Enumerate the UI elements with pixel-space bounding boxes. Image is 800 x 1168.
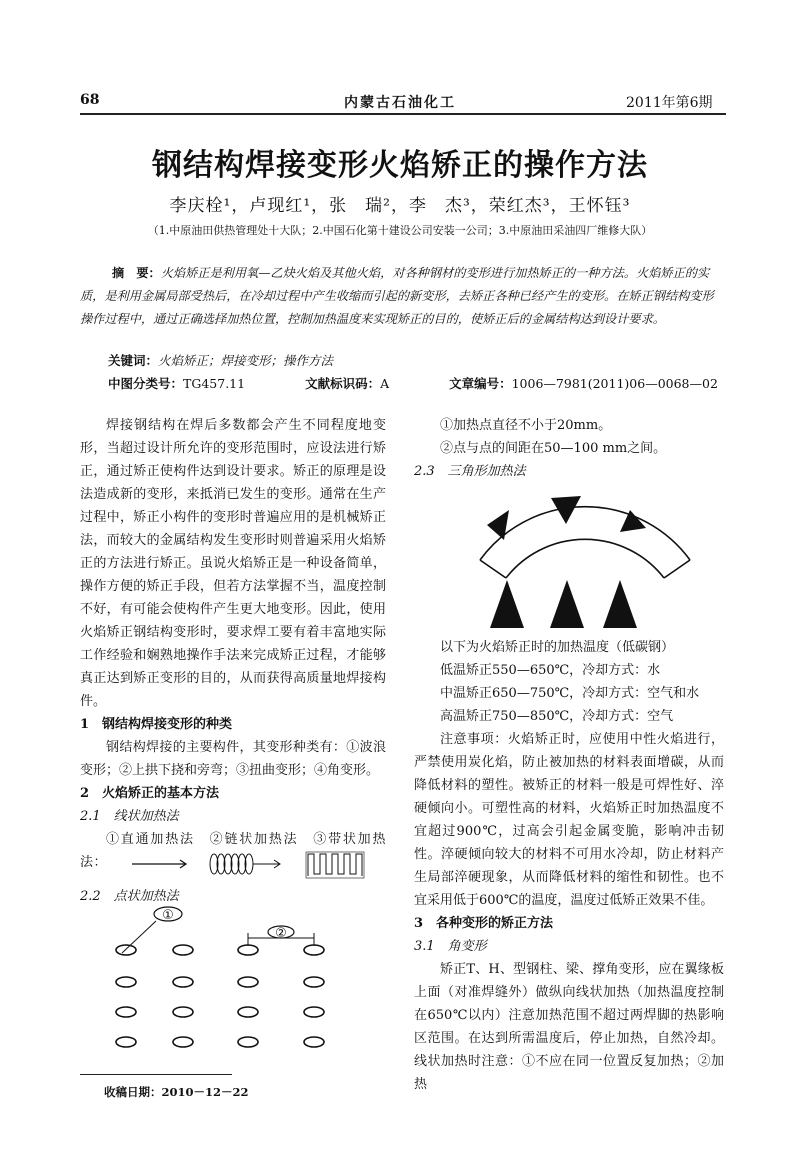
issue-label: 2011年第6期 (626, 95, 713, 111)
clc-label: 中图分类号： (108, 376, 184, 391)
flame-triangles (490, 580, 637, 628)
chain-heating-coil (210, 854, 280, 874)
abstract-text: 火焰矫正是利用氧—乙炔火焰及其他火焰，对各种钢材的变形进行加热矫正的一种方法。火焰矫正的实质，是利用金属局部受热后，在冷却过程中产生收缩而引起的新变形，去矫正各种已经产生的变形。在矫正钢结构变形操作过程中，通过正确选择加热位置，控制加热温度来实现矫正的目的，使矫正后的金属结构达到设计要求。 (80, 266, 714, 326)
classification-line (108, 374, 774, 392)
doc-code-label: 文献标识码： (305, 376, 381, 391)
linear-heating-figure (128, 848, 388, 880)
temperature-intro: 以下为火焰矫正时的加热温度（低碳钢） (440, 640, 675, 655)
point-heating-figure (108, 906, 368, 1056)
heating-triangles (487, 496, 646, 540)
article-id-label: 文章编号： (449, 376, 512, 391)
temperature-mid: 中温矫正650—750℃，冷却方式：空气和水 (440, 686, 700, 701)
paper-title: 钢结构焊接变形火焰矫正的操作方法 (152, 148, 648, 183)
triangle-heating-figure (470, 480, 710, 632)
doc-code-value: A (380, 376, 390, 391)
rule-spacing: ②点与点的间距在50—100 mm之间。 (440, 441, 667, 456)
page-number: 68 (80, 92, 100, 108)
received-date: 收稿日期：2010－12－22 (104, 1085, 249, 1099)
footnote-rule (80, 1074, 232, 1075)
affiliations: （1.中原油田供热管理处十大队；2.中国石化第十建设公司安装一公司；3.中原油田采油四厂维修大队） (147, 224, 653, 237)
rule-diameter: ①加热点直径不小于20mm。 (440, 418, 612, 433)
figure-label-2: ② (275, 926, 287, 941)
band-heating-wave (306, 852, 364, 878)
section-3-heading: 3 各种变形的矫正方法 (414, 916, 554, 931)
author-list: 李庆栓¹，卢现红¹，张 瑞²，李 杰³，荣红杰³，王怀钰³ (169, 196, 631, 216)
keywords-label: 关键词： (108, 353, 159, 368)
point-grid-left (116, 945, 193, 1047)
section-1-heading: 1 钢结构焊接变形的种类 (80, 717, 233, 732)
section-2-3-heading: 2.3 三角形加热法 (414, 464, 526, 479)
spacing-callout (248, 926, 314, 946)
section-3-1-heading: 3.1 角变形 (414, 939, 487, 954)
notes-paragraph: 注意事项：火焰矫正时，应使用中性火焰进行，严禁使用炭化焰，防止被加热的材料表面增碳，从而降低材料的塑性。被矫正的材料一般是可焊性好、淬硬倾向小。可塑性高的材料，火焰矫正时加热温度不宜超过900℃，过高会引起金属变脆，影响冲击韧性。淬硬倾向较大的材料不可用水冷却，防止材料产生局部淬硬现象，从而降低材料的缩性和韧性。也不宜采用低于600℃的温度，温度过低矫正效果不佳。 (414, 732, 724, 908)
left-column (80, 414, 386, 874)
journal-name: 内蒙古石油化工 (344, 95, 456, 111)
abstract-label: 摘 要： (112, 266, 161, 280)
temperature-high: 高温矫正750—850℃，冷却方式：空气 (440, 709, 674, 724)
right-column-top (414, 414, 724, 483)
straight-heating-arrow (132, 860, 186, 868)
keywords (108, 351, 333, 369)
section-2-1-methods: ①直通加热法 ②链状加热法 ③带状加热法： (80, 832, 386, 870)
header-rule (80, 113, 726, 115)
intro-paragraph: 焊接钢结构在焊后多数都会产生不同程度地变形，当超过设计所允许的变形范围时，应设法进行矫正，通过矫正使构件达到设计要求。矫正的原理是设法造成新的变形，来抵消已发生的变形。通常在生产过程中，矫正小构件的变形时普遍应用的是机械矫正法，而较大的金属结构发生变形时则普遍采用火焰矫正的方法进行矫正。虽说火焰矫正是一种设备简单，操作方便的矫正手段，但若方法掌握不当，温度控制不好，有可能会使构件产生更大地变形。因此，使用火焰矫正钢结构变形时，要求焊工要有着丰富地实际工作经验和娴熟地操作手法来完成矫正过程，才能够真正达到矫正变形的目的，从而获得高质量地焊接构件。 (80, 418, 386, 709)
section-2-2-heading: 2.2 点状加热法 (80, 889, 179, 904)
section-1-text: 钢结构焊接的主要构件，其变形种类有：①波浪变形；②上拱下挠和旁弯；③扭曲变形；④角变形。 (80, 740, 386, 778)
keywords-text: 火焰矫正；焊接变形；操作方法 (158, 353, 334, 368)
clc-value: TG457.11 (183, 376, 246, 391)
point-grid-right (238, 945, 324, 1047)
section-2-1-heading: 2.1 线状加热法 (80, 809, 179, 824)
article-id-value: 1006—7981(2011)06—0068—02 (511, 376, 718, 391)
section-2-heading: 2 火焰矫正的基本方法 (80, 786, 220, 801)
figure-label-1: ① (162, 908, 174, 923)
curved-beam (480, 507, 690, 578)
temperature-low: 低温矫正550—650℃，冷却方式：水 (440, 663, 661, 678)
abstract (80, 262, 724, 331)
section-3-1-text: 矫正T、H、型钢柱、梁、撑角变形，应在翼缘板上面（对准焊缝外）做纵向线状加热（加热温度控制在650℃以内）注意加热范围不超过两焊脚的热影响区范围。在达到所需温度后，停止加热，自然冷却。线状加热时注意：①不应在同一位置反复加热；②加热 (414, 962, 724, 1092)
right-column-body (414, 636, 724, 1096)
